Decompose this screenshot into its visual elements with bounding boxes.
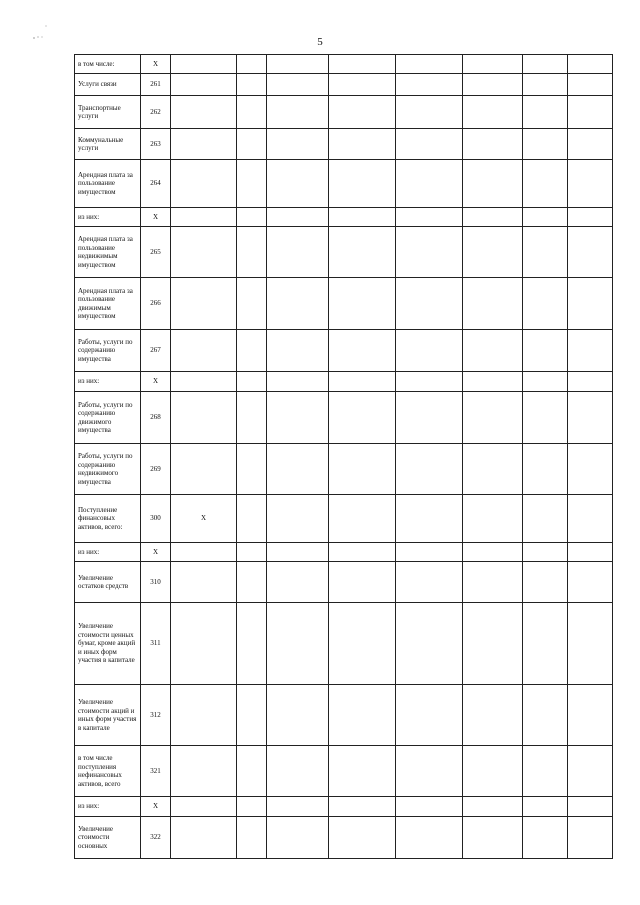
cell-col3: [171, 227, 237, 278]
cell-empty: [396, 278, 463, 330]
cell-empty: [237, 55, 267, 74]
row-name: Увеличение остатков средств: [75, 562, 141, 603]
cell-empty: [329, 160, 396, 208]
row-code: 267: [141, 330, 171, 372]
cell-empty: [396, 817, 463, 859]
cell-empty: [463, 444, 523, 495]
cell-empty: [396, 685, 463, 746]
cell-empty: [267, 227, 329, 278]
cell-empty: [267, 603, 329, 685]
cell-empty: [329, 372, 396, 392]
cell-col3: X: [171, 495, 237, 543]
cell-empty: [463, 543, 523, 562]
row-code: X: [141, 208, 171, 227]
cell-col3: [171, 55, 237, 74]
cell-empty: [237, 685, 267, 746]
row-name: Транспортные услуги: [75, 96, 141, 129]
cell-empty: [396, 603, 463, 685]
cell-col3: [171, 603, 237, 685]
table-row: [75, 603, 613, 685]
row-code: 322: [141, 817, 171, 859]
cell-empty: [568, 96, 613, 129]
cell-empty: [463, 372, 523, 392]
row-name: Коммунальные услуги: [75, 129, 141, 160]
table-row: [75, 543, 613, 562]
cell-empty: [396, 543, 463, 562]
cell-empty: [463, 160, 523, 208]
cell-empty: [329, 746, 396, 797]
page-number: 5: [317, 36, 323, 48]
cell-empty: [568, 746, 613, 797]
cell-empty: [523, 330, 568, 372]
cell-col3: [171, 208, 237, 227]
table-row: [75, 129, 613, 160]
cell-empty: [396, 372, 463, 392]
cell-empty: [568, 817, 613, 859]
cell-col3: [171, 160, 237, 208]
cell-empty: [568, 603, 613, 685]
row-code: X: [141, 543, 171, 562]
row-name: из них:: [75, 208, 141, 227]
cell-empty: [463, 685, 523, 746]
cell-empty: [463, 74, 523, 96]
cell-empty: [396, 96, 463, 129]
cell-empty: [396, 495, 463, 543]
cell-empty: [568, 160, 613, 208]
cell-empty: [523, 797, 568, 817]
cell-empty: [568, 55, 613, 74]
cell-empty: [523, 278, 568, 330]
cell-empty: [329, 96, 396, 129]
cell-empty: [523, 129, 568, 160]
cell-empty: [463, 495, 523, 543]
cell-empty: [267, 129, 329, 160]
cell-empty: [463, 227, 523, 278]
cell-empty: [329, 392, 396, 444]
cell-empty: [463, 208, 523, 227]
cell-empty: [568, 74, 613, 96]
row-code: 269: [141, 444, 171, 495]
cell-empty: [329, 330, 396, 372]
row-name: Арендная плата за пользование имуществом: [75, 160, 141, 208]
table-row: [75, 227, 613, 278]
cell-empty: [463, 817, 523, 859]
cell-empty: [463, 746, 523, 797]
cell-col3: [171, 392, 237, 444]
row-code: 300: [141, 495, 171, 543]
cell-empty: [237, 330, 267, 372]
cell-empty: [329, 817, 396, 859]
row-code: X: [141, 55, 171, 74]
cell-empty: [568, 543, 613, 562]
table-row: [75, 208, 613, 227]
table-row: [75, 160, 613, 208]
cell-empty: [463, 278, 523, 330]
financial-table: [74, 54, 613, 859]
row-code: 266: [141, 278, 171, 330]
cell-empty: [329, 129, 396, 160]
cell-empty: [267, 543, 329, 562]
cell-empty: [523, 160, 568, 208]
cell-empty: [237, 208, 267, 227]
cell-empty: [267, 372, 329, 392]
row-code: 265: [141, 227, 171, 278]
row-name: Работы, услуги по содержанию движимого имущества: [75, 392, 141, 444]
cell-empty: [463, 129, 523, 160]
row-code: X: [141, 797, 171, 817]
cell-empty: [237, 129, 267, 160]
cell-empty: [396, 55, 463, 74]
cell-empty: [568, 372, 613, 392]
cell-empty: [523, 96, 568, 129]
cell-empty: [237, 495, 267, 543]
cell-empty: [267, 562, 329, 603]
table-row: [75, 330, 613, 372]
cell-col3: [171, 330, 237, 372]
cell-empty: [329, 603, 396, 685]
cell-empty: [267, 444, 329, 495]
table-row: [75, 372, 613, 392]
cell-empty: [267, 74, 329, 96]
row-code: 262: [141, 96, 171, 129]
cell-empty: [523, 495, 568, 543]
cell-empty: [396, 129, 463, 160]
cell-empty: [463, 96, 523, 129]
row-code: X: [141, 372, 171, 392]
cell-empty: [396, 330, 463, 372]
cell-empty: [396, 160, 463, 208]
cell-empty: [568, 562, 613, 603]
cell-col3: [171, 96, 237, 129]
cell-empty: [237, 160, 267, 208]
cell-empty: [329, 227, 396, 278]
cell-empty: [237, 543, 267, 562]
cell-empty: [568, 797, 613, 817]
row-name: в том числе поступления нефинансовых активов, всего: [75, 746, 141, 797]
cell-empty: [396, 208, 463, 227]
cell-empty: [237, 74, 267, 96]
cell-empty: [568, 392, 613, 444]
cell-empty: [463, 55, 523, 74]
cell-empty: [267, 746, 329, 797]
cell-empty: [568, 685, 613, 746]
cell-empty: [237, 603, 267, 685]
cell-empty: [237, 817, 267, 859]
cell-empty: [463, 603, 523, 685]
cell-empty: [523, 372, 568, 392]
cell-empty: [267, 55, 329, 74]
row-code: 311: [141, 603, 171, 685]
cell-empty: [329, 543, 396, 562]
cell-col3: [171, 685, 237, 746]
cell-empty: [237, 278, 267, 330]
row-name: Увеличение стоимости акций и иных форм участия в капитале: [75, 685, 141, 746]
cell-empty: [396, 392, 463, 444]
cell-empty: [568, 227, 613, 278]
table-row: [75, 817, 613, 859]
cell-empty: [396, 444, 463, 495]
row-name: Услуги связи: [75, 74, 141, 96]
cell-col3: [171, 372, 237, 392]
table-row: [75, 495, 613, 543]
table-row: [75, 797, 613, 817]
cell-empty: [523, 227, 568, 278]
cell-col3: [171, 74, 237, 96]
cell-empty: [329, 208, 396, 227]
cell-col3: [171, 444, 237, 495]
row-name: Арендная плата за пользование движимым имуществом: [75, 278, 141, 330]
cell-empty: [396, 797, 463, 817]
cell-empty: [267, 160, 329, 208]
cell-empty: [267, 495, 329, 543]
cell-empty: [523, 685, 568, 746]
cell-empty: [463, 330, 523, 372]
cell-empty: [267, 330, 329, 372]
cell-empty: [329, 278, 396, 330]
cell-empty: [329, 685, 396, 746]
row-name: из них:: [75, 372, 141, 392]
table-row: [75, 74, 613, 96]
row-code: 261: [141, 74, 171, 96]
cell-empty: [396, 746, 463, 797]
cell-empty: [267, 392, 329, 444]
cell-empty: [237, 372, 267, 392]
cell-empty: [396, 227, 463, 278]
cell-empty: [267, 797, 329, 817]
cell-empty: [523, 817, 568, 859]
table-row: [75, 278, 613, 330]
cell-empty: [523, 444, 568, 495]
row-code: 321: [141, 746, 171, 797]
cell-empty: [267, 817, 329, 859]
cell-empty: [237, 746, 267, 797]
table-row: [75, 685, 613, 746]
cell-col3: [171, 562, 237, 603]
cell-empty: [568, 444, 613, 495]
cell-empty: [568, 330, 613, 372]
cell-empty: [237, 444, 267, 495]
cell-empty: [267, 208, 329, 227]
cell-empty: [237, 96, 267, 129]
cell-col3: [171, 129, 237, 160]
cell-empty: [237, 227, 267, 278]
table-row: [75, 55, 613, 74]
cell-empty: [568, 495, 613, 543]
cell-empty: [329, 444, 396, 495]
cell-empty: [237, 562, 267, 603]
cell-empty: [523, 74, 568, 96]
cell-empty: [568, 129, 613, 160]
row-code: 264: [141, 160, 171, 208]
row-name: Поступление финансовых активов, всего:: [75, 495, 141, 543]
row-name: Работы, услуги по содержанию имущества: [75, 330, 141, 372]
cell-empty: [396, 562, 463, 603]
cell-empty: [329, 74, 396, 96]
cell-empty: [267, 278, 329, 330]
cell-empty: [523, 392, 568, 444]
cell-empty: [237, 797, 267, 817]
row-name: Арендная плата за пользование недвижимым имуществом: [75, 227, 141, 278]
row-code: 268: [141, 392, 171, 444]
row-name: Увеличение стоимости ценных бумаг, кроме акций и иных форм участия в капитале: [75, 603, 141, 685]
row-code: 310: [141, 562, 171, 603]
cell-empty: [396, 74, 463, 96]
row-name: из них:: [75, 797, 141, 817]
cell-empty: [523, 746, 568, 797]
cell-empty: [523, 55, 568, 74]
cell-empty: [523, 208, 568, 227]
cell-col3: [171, 543, 237, 562]
table-row: [75, 392, 613, 444]
cell-col3: [171, 278, 237, 330]
cell-empty: [463, 562, 523, 603]
row-name: Увеличение стоимости основных: [75, 817, 141, 859]
table-row: [75, 444, 613, 495]
cell-empty: [463, 797, 523, 817]
row-name: в том числе:: [75, 55, 141, 74]
cell-empty: [568, 278, 613, 330]
row-code: 312: [141, 685, 171, 746]
cell-empty: [523, 562, 568, 603]
cell-empty: [463, 392, 523, 444]
cell-empty: [267, 96, 329, 129]
table-row: [75, 746, 613, 797]
row-code: 263: [141, 129, 171, 160]
cell-col3: [171, 817, 237, 859]
cell-col3: [171, 746, 237, 797]
row-name: Работы, услуги по содержанию недвижимого имущества: [75, 444, 141, 495]
table-row: [75, 562, 613, 603]
cell-empty: [523, 603, 568, 685]
cell-empty: [329, 562, 396, 603]
cell-empty: [329, 797, 396, 817]
cell-empty: [329, 495, 396, 543]
cell-empty: [237, 392, 267, 444]
cell-empty: [267, 685, 329, 746]
cell-empty: [523, 543, 568, 562]
table-row: [75, 96, 613, 129]
cell-empty: [568, 208, 613, 227]
cell-empty: [329, 55, 396, 74]
cell-col3: [171, 797, 237, 817]
row-name: из них:: [75, 543, 141, 562]
